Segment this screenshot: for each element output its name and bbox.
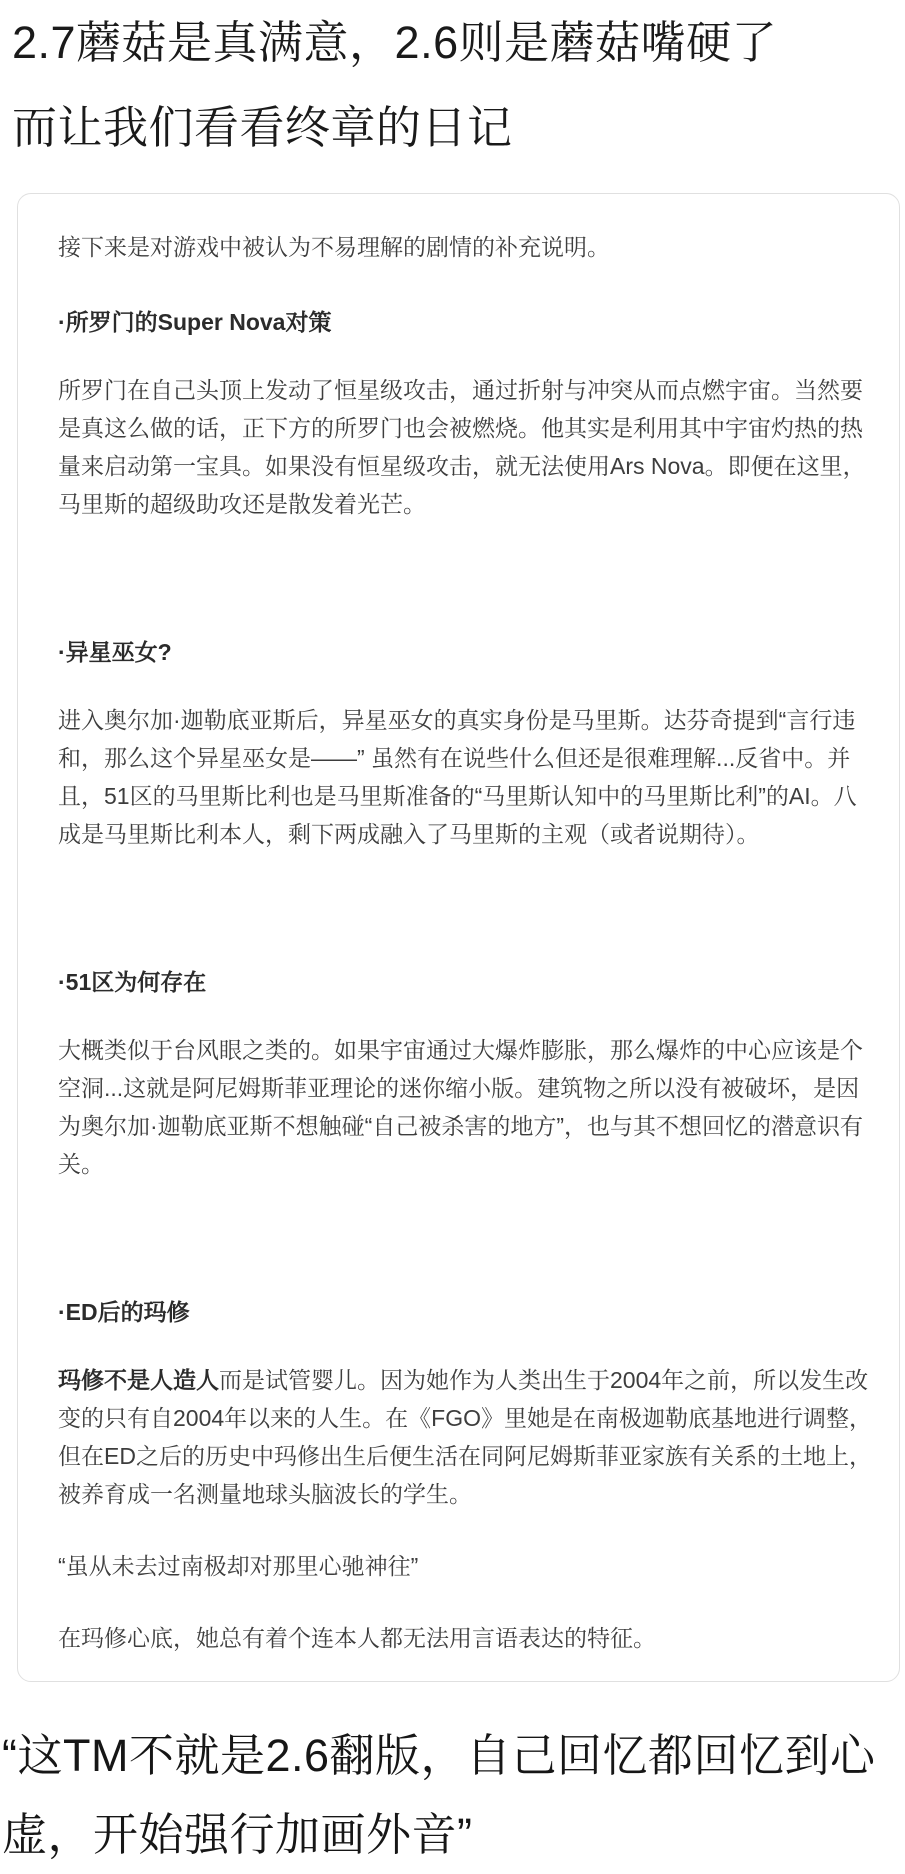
section-mash-after-ed (58, 1293, 879, 1657)
mash-bold-lead: 玛修不是人造人 (58, 1367, 219, 1393)
card-intro-paragraph: 接下来是对游戏中被认为不易理解的剧情的补充说明。 (58, 234, 610, 260)
section-area-51 (58, 963, 879, 1183)
page-title-line-1: 2.7蘑菇是真满意，2.6则是蘑菇嘴硬了 (12, 17, 778, 68)
mash-lead-rest: 而是试管婴儿。因为她作为人类出生于2004年之前，所以发生改变的只有自2004年以来的人生。在《FGO》里她是在南极迦勒底基地进行调整，但在ED之后的历史中玛修出生后便生活在同阿尼姆斯菲亚家族有关系的土地上，被养育成一名测量地球头脑波长的学生。 (58, 1367, 872, 1507)
bottom-commentary-quote: “这TM不就是2.6翻版，自己回忆都回忆到心虚，开始强行加画外音” (2, 1730, 876, 1860)
section-paragraph-mash-closing: 在玛修心底，她总有着个连本人都无法用言语表达的特征。 (58, 1625, 656, 1651)
section-paragraph-mash-main (58, 1361, 879, 1513)
page-title-line-2: 而让我们看看终章的日记 (12, 102, 513, 153)
section-heading-solomon: ·所罗门的Super Nova对策 (58, 309, 332, 335)
section-solomon-super-nova (58, 303, 879, 523)
section-paragraph-mash-quote: “虽从未去过南极却对那里心驰神往” (58, 1553, 419, 1579)
section-paragraph-solomon: 所罗门在自己头顶上发动了恒星级攻击，通过折射与冲突从而点燃宇宙。当然要是真这么做的话，正下方的所罗门也会被燃烧。他其实是利用其中宇宙灼热的热量来启动第一宝具。如果没有恒星级攻击，就无法使用Ars Nova。即便在这里，马里斯的超级助攻还是散发着光芒。 (58, 377, 866, 517)
section-paragraph-alien-priestess: 进入奥尔加·迦勒底亚斯后，异星巫女的真实身份是马里斯。达芬奇提到“言行违和，那么这个异星巫女是——” 虽然有在说些什么但还是很难理解...反省中。并且，51区的马里斯比利也是马里斯准备的“马里斯认知中的马里斯比利”的AI。八成是马里斯比利本人，剩下两成融入了马里斯的主观（或者说期待）。 (58, 707, 857, 847)
section-paragraph-area-51: 大概类似于台风眼之类的。如果宇宙通过大爆炸膨胀，那么爆炸的中心应该是个空洞...这就是阿尼姆斯菲亚理论的迷你缩小版。建筑物之所以没有被破坏，是因为奥尔加·迦勒底亚斯不想触碰“自己被杀害的地方”，也与其不想回忆的潜意识有关。 (58, 1037, 863, 1177)
section-heading-mash: ·ED后的玛修 (58, 1299, 190, 1325)
section-heading-area-51: ·51区为何存在 (58, 969, 207, 995)
section-alien-priestess (58, 633, 879, 853)
section-heading-alien-priestess: ·异星巫女? (58, 639, 172, 665)
page-title (0, 0, 905, 170)
diary-quote-card (17, 193, 900, 1682)
